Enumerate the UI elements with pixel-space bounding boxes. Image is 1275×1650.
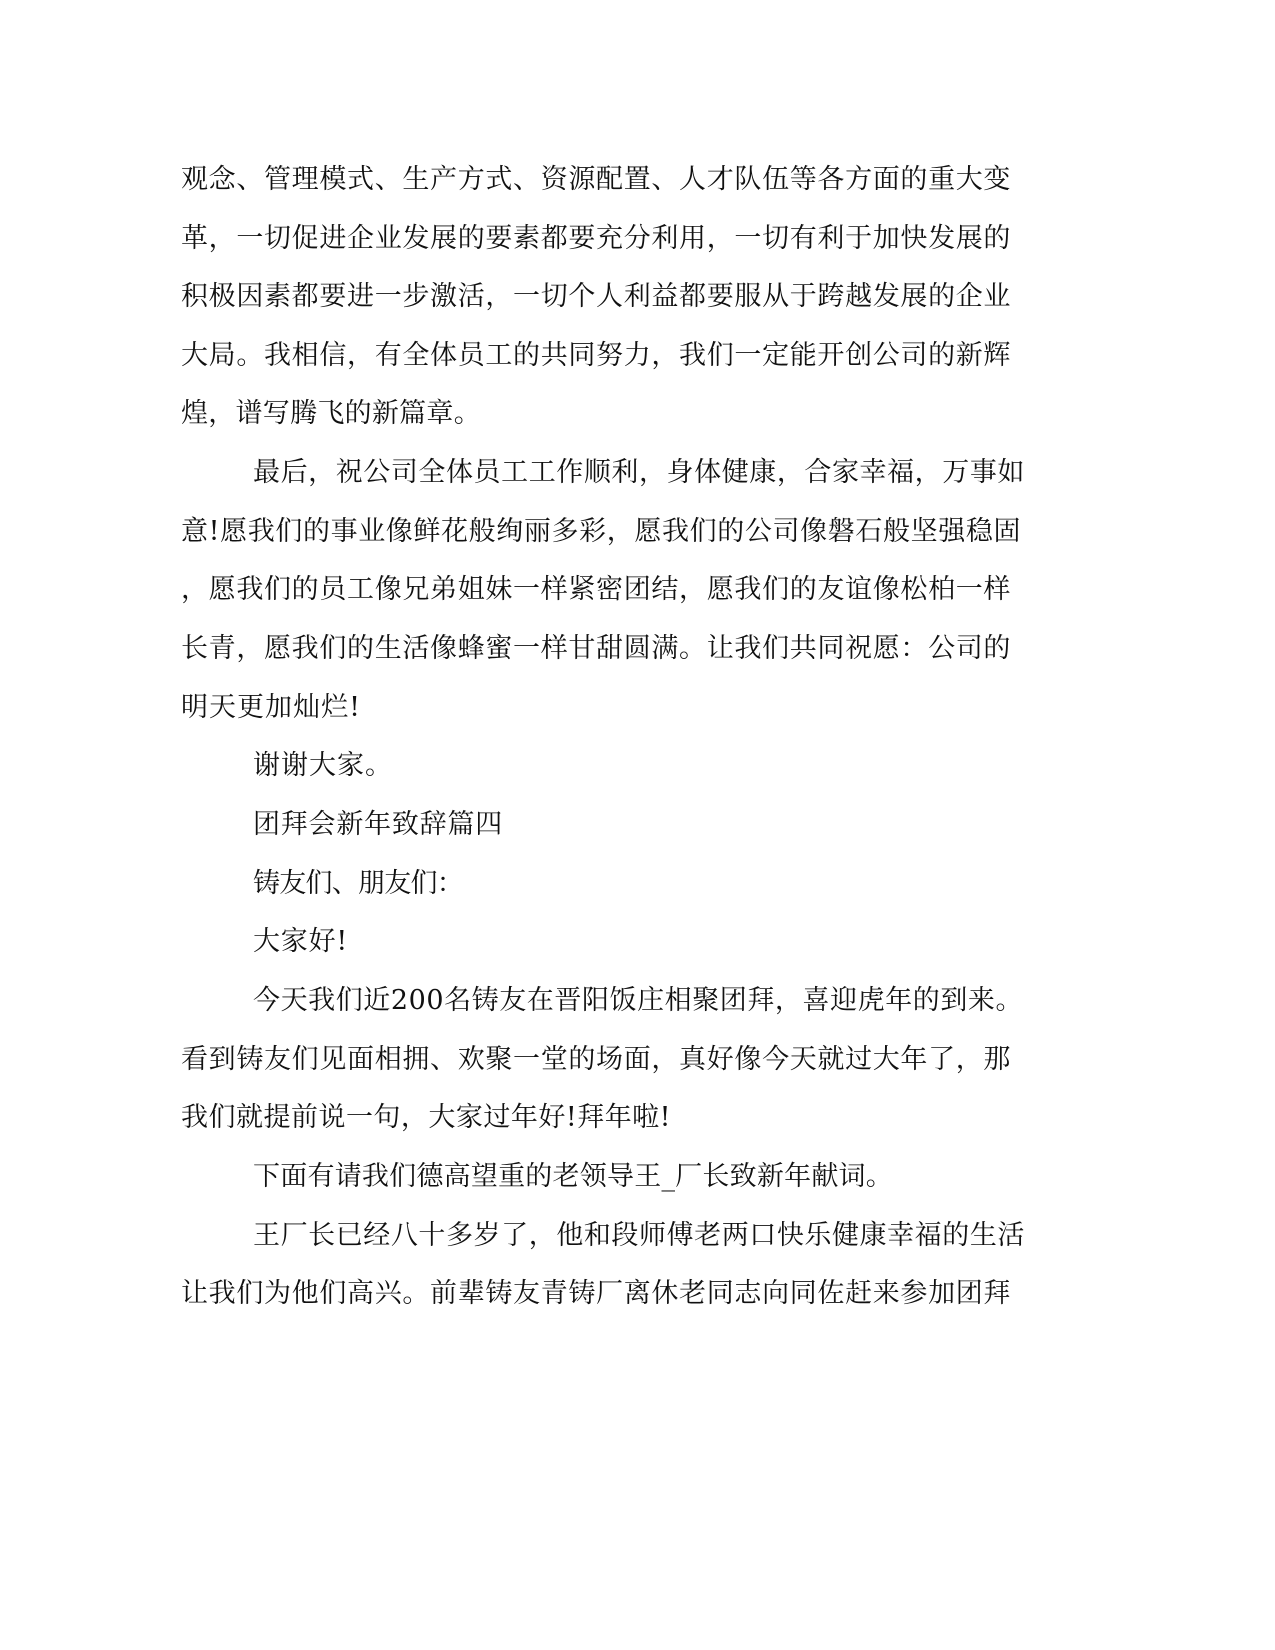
- text-line: 煌，谱写腾飞的新篇章。: [181, 398, 481, 429]
- text-line: 下面有请我们德高望重的老领导王_厂长致新年献词。: [253, 1161, 894, 1192]
- text-line: 革，一切促进企业发展的要素都要充分利用，一切有利于加快发展的: [181, 223, 1012, 254]
- text-line: 看到铸友们见面相拥、欢聚一堂的场面，真好像今天就过大年了，那: [181, 1044, 1012, 1075]
- section-heading: 团拜会新年致辞篇四: [253, 809, 504, 840]
- text-line: 谢谢大家。: [253, 750, 393, 781]
- text-line: 今天我们近200名铸友在晋阳饭庄相聚团拜，喜迎虎年的到来。: [253, 985, 1024, 1016]
- text-line: 铸友们、朋友们：: [253, 868, 463, 899]
- text-line: 王厂长已经八十多岁了，他和段师傅老两口快乐健康幸福的生活: [253, 1220, 1025, 1251]
- text-line: 大局。我相信，有全体员工的共同努力，我们一定能开创公司的新辉: [181, 340, 1012, 371]
- text-line: 长青，愿我们的生活像蜂蜜一样甘甜圆满。让我们共同祝愿：公司的: [181, 633, 1012, 664]
- text-line: 让我们为他们高兴。前辈铸友青铸厂离休老同志向同佐赶来参加团拜: [181, 1278, 1012, 1309]
- text-line: 我们就提前说一句，大家过年好!拜年啦!: [181, 1102, 672, 1133]
- text-line: 意!愿我们的事业像鲜花般绚丽多彩，愿我们的公司像磐石般坚强稳固: [181, 516, 1022, 547]
- text-line: 明天更加灿烂!: [181, 692, 361, 723]
- text-line: 积极因素都要进一步激活，一切个人利益都要服从于跨越发展的企业: [181, 281, 1012, 312]
- text-line: ，愿我们的员工像兄弟姐妹一样紧密团结，愿我们的友谊像松柏一样: [181, 574, 1012, 605]
- text-line: 观念、管理模式、生产方式、资源配置、人才队伍等各方面的重大变: [181, 164, 1012, 195]
- text-line: 大家好!: [253, 926, 349, 957]
- text-line: 最后，祝公司全体员工工作顺利，身体健康，合家幸福，万事如: [253, 457, 1025, 488]
